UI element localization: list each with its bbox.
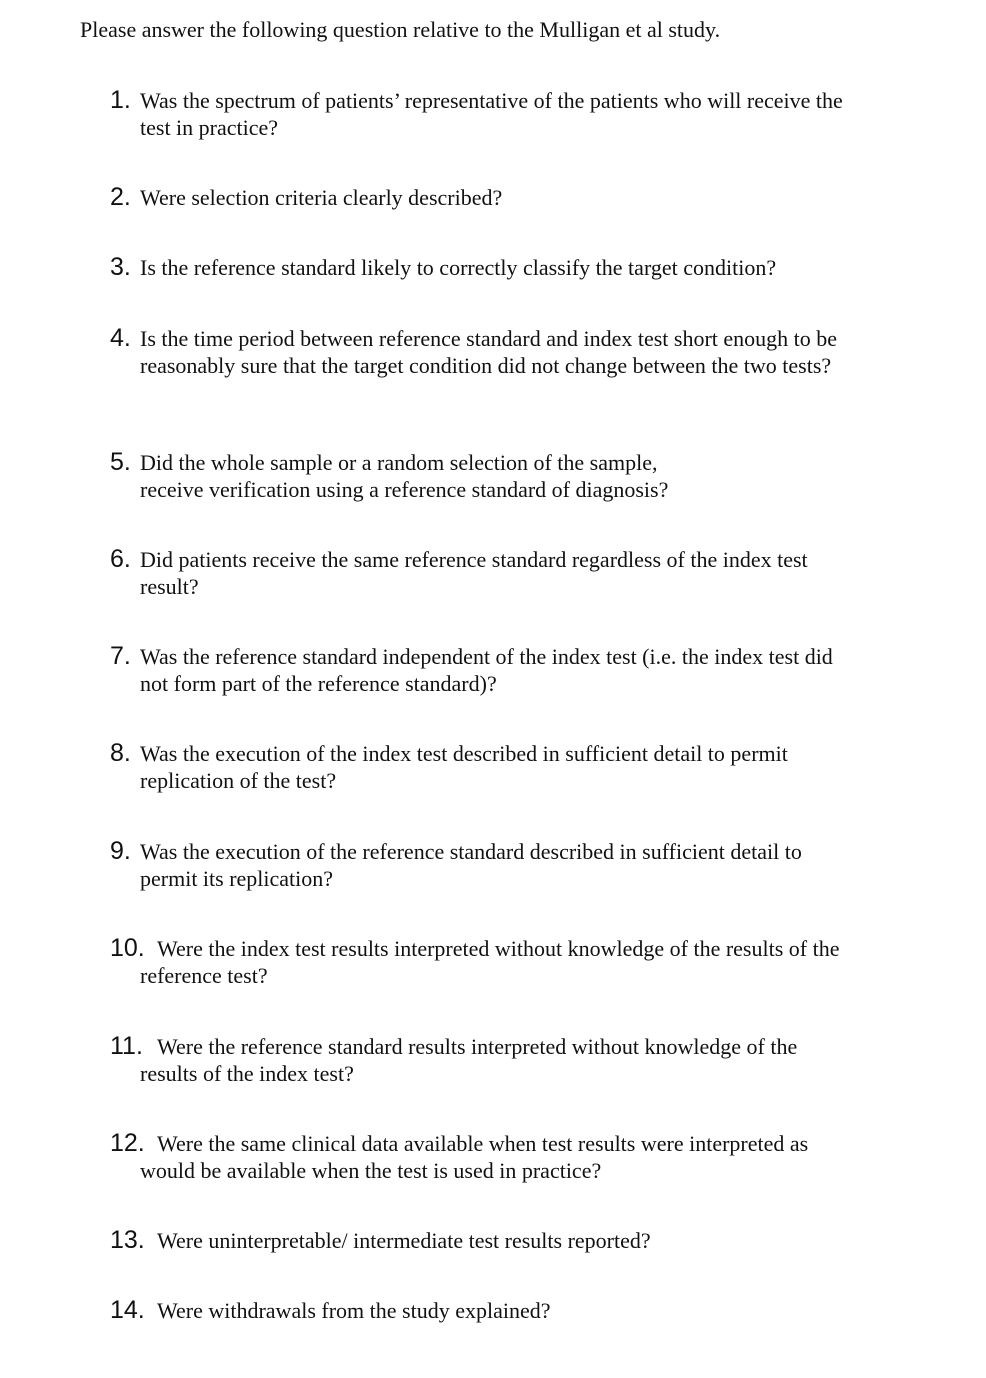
question-text: Was the reference standard independent of the index test (i.e. the index test did not form part of the reference standard)? — [140, 644, 833, 696]
question-text: Were the reference standard results interpreted without knowledge of the results of the index test? — [140, 1034, 798, 1086]
question-number: 8. — [110, 739, 131, 767]
question-number: 14. — [110, 1296, 145, 1324]
question-number: 12. — [110, 1129, 145, 1157]
question-number: 4. — [110, 324, 131, 352]
question-text: Were the same clinical data available when test results were interpreted as would be available when the test is used in practice? — [140, 1131, 809, 1183]
question-number: 7. — [110, 642, 131, 670]
question-number: 13. — [110, 1226, 145, 1254]
question-number: 11. — [110, 1032, 143, 1060]
question-number: 1. — [110, 86, 131, 114]
question-text: Were uninterpretable/ intermediate test results reported? — [157, 1228, 651, 1253]
question-number: 10. — [110, 934, 145, 962]
question-text: Did patients receive the same reference standard regardless of the index test result? — [140, 547, 808, 599]
question-number: 9. — [110, 837, 131, 865]
question-text: Were selection criteria clearly described? — [140, 185, 503, 210]
intro-instruction: Please answer the following question relative to the Mulligan et al study. — [80, 17, 721, 42]
question-text: Were withdrawals from the study explained? — [157, 1298, 551, 1323]
question-line: Did the whole sample or a random selection of the sample, — [140, 450, 658, 475]
question-text: Was the spectrum of patients’ representative of the patients who will receive the test in practice? — [140, 88, 843, 140]
question-text: Is the time period between reference standard and index test short enough to be reasonably sure that the target condition did not change between the two tests? — [140, 326, 838, 378]
question-text — [140, 449, 880, 503]
question-text: Were the index test results interpreted without knowledge of the results of the reference test? — [140, 936, 840, 988]
question-text: Is the reference standard likely to correctly classify the target condition? — [140, 255, 777, 280]
question-number: 6. — [110, 545, 131, 573]
question-number: 2. — [110, 183, 131, 211]
question-line: receive verification using a reference standard of diagnosis? — [140, 477, 669, 502]
question-number: 3. — [110, 253, 131, 281]
question-text: Was the execution of the reference standard described in sufficient detail to permit its replication? — [140, 839, 802, 891]
question-number: 5. — [110, 448, 131, 476]
question-text: Was the execution of the index test described in sufficient detail to permit replication of the test? — [140, 741, 788, 793]
